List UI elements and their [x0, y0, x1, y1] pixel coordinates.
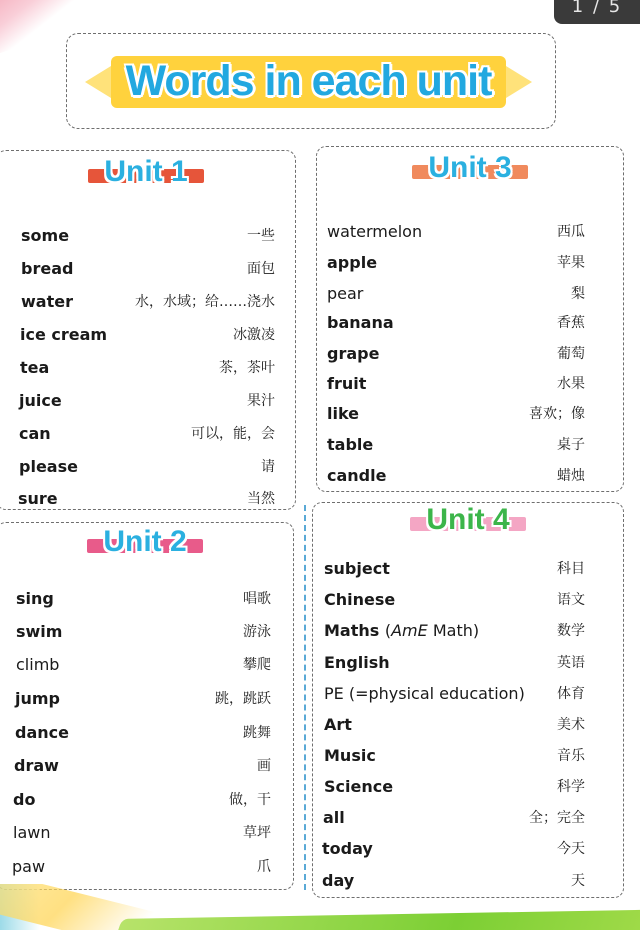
list-item: [0, 753, 293, 777]
word-zh: 西瓜: [557, 224, 585, 240]
word-en: Science: [324, 776, 394, 796]
list-item: [0, 421, 295, 445]
word-en: Music: [324, 745, 376, 765]
page-indicator: 1 / 5: [554, 0, 640, 24]
word-zh: 天: [571, 873, 585, 889]
word-zh: 科目: [557, 561, 585, 577]
note-suffix: Math): [427, 620, 480, 640]
word-zh: 苹果: [557, 255, 585, 271]
list-item: [317, 401, 623, 425]
word-en: do: [13, 789, 36, 809]
word-zh: 数学: [557, 623, 585, 639]
list-item: [0, 322, 295, 346]
list-item: [0, 652, 293, 676]
word-zh: 游泳: [243, 624, 271, 640]
list-item: [0, 289, 295, 313]
word-en: tea: [20, 357, 50, 377]
word-zh: 梨: [571, 286, 585, 302]
unit-1-label: Unit 1: [104, 155, 188, 188]
list-item: [317, 432, 623, 456]
word-en: sing: [16, 588, 54, 608]
word-en: subject: [324, 558, 390, 578]
word-en: jump: [15, 688, 60, 708]
word-zh: 跳，跳跃: [215, 691, 271, 707]
list-item: [313, 836, 623, 860]
list-item: [0, 388, 295, 412]
word-note: [385, 621, 479, 640]
word-zh: 英语: [557, 655, 585, 671]
word-en: can: [19, 423, 51, 443]
title-ribbon: [111, 56, 506, 108]
unit-3-label: Unit 3: [428, 151, 512, 184]
word-en: lawn: [13, 822, 51, 842]
unit-4-heading: [313, 505, 623, 539]
list-item: [317, 371, 623, 395]
word-en: Maths: [324, 620, 380, 640]
unit-1-heading: [0, 157, 295, 191]
word-zh: 水果: [557, 376, 585, 392]
word-zh: 爪: [257, 859, 271, 875]
word-zh: 美术: [557, 717, 585, 733]
word-zh: 今天: [557, 841, 585, 857]
word-zh: 果汁: [247, 393, 275, 409]
word-en: juice: [19, 390, 62, 410]
list-item: [317, 463, 623, 487]
word-zh: 请: [261, 459, 275, 475]
word-en: sure: [18, 488, 58, 508]
word-en: climb: [16, 654, 60, 674]
word-en: English: [324, 652, 390, 672]
unit-4-box: [312, 502, 624, 898]
list-item: [313, 712, 623, 736]
word-en: Art: [324, 714, 352, 734]
list-item: [0, 486, 295, 510]
word-zh: 蜡烛: [557, 468, 585, 484]
list-item: [0, 720, 293, 744]
word-zh: 香蕉: [557, 315, 585, 331]
word-en: Chinese: [324, 589, 396, 609]
word-zh: 做，干: [229, 792, 271, 808]
list-item: [313, 774, 623, 798]
list-item: [313, 587, 623, 611]
word-en: apple: [327, 252, 378, 272]
word-en: all: [323, 807, 345, 827]
page-title: Words in each unit: [125, 57, 492, 105]
list-item: [0, 256, 295, 280]
word-zh: 画: [257, 758, 271, 774]
list-item: [317, 250, 623, 274]
word-zh: 全；完全: [529, 810, 585, 826]
list-item: [317, 341, 623, 365]
list-item: [313, 650, 623, 674]
word-en: banana: [327, 312, 394, 332]
unit-2-label: Unit 2: [103, 525, 187, 558]
word-zh: 语文: [557, 592, 585, 608]
word-en: watermelon: [327, 221, 423, 241]
word-en: swim: [16, 621, 63, 641]
word-en-group: [324, 621, 479, 640]
list-item: [0, 619, 293, 643]
word-en: pear: [327, 283, 364, 303]
unit-4-label: Unit 4: [426, 503, 510, 536]
word-zh: 面包: [247, 261, 275, 277]
list-item: [0, 586, 293, 610]
list-item: [0, 787, 293, 811]
unit-2-heading: [0, 527, 293, 561]
unit-3-box: [316, 146, 624, 492]
word-zh: 体育: [557, 686, 585, 702]
word-zh: 冰激凌: [233, 327, 275, 343]
word-zh: 攀爬: [243, 657, 271, 673]
list-item: [0, 854, 293, 878]
word-zh: 一些: [247, 228, 275, 244]
word-en: please: [19, 456, 78, 476]
list-item: [0, 686, 293, 710]
word-en: ice cream: [20, 324, 108, 344]
note-italic: AmE: [391, 620, 428, 640]
list-item: [0, 820, 293, 844]
word-en: draw: [14, 755, 59, 775]
list-item: [317, 281, 623, 305]
list-item: [0, 355, 295, 379]
word-zh: 跳舞: [243, 725, 271, 741]
word-zh: 当然: [247, 491, 275, 507]
unit-3-heading: [317, 153, 623, 187]
word-zh: 可以，能，会: [191, 426, 275, 442]
word-zh: 茶，茶叶: [219, 360, 275, 376]
word-en: fruit: [327, 373, 367, 393]
note-prefix: (: [384, 620, 392, 640]
bottom-decoration: [0, 884, 640, 930]
word-en: paw: [12, 856, 46, 876]
list-item: [0, 454, 295, 478]
word-zh: 葡萄: [557, 346, 585, 362]
word-zh: 音乐: [557, 748, 585, 764]
list-item: [317, 310, 623, 334]
word-zh: 草坪: [243, 825, 271, 841]
word-en: today: [322, 838, 373, 858]
unit-1-box: [0, 150, 296, 510]
list-item: [317, 219, 623, 243]
list-item: [313, 743, 623, 767]
word-en: grape: [327, 343, 380, 363]
list-item: [313, 556, 623, 580]
word-en: table: [327, 434, 374, 454]
word-en: dance: [15, 722, 69, 742]
list-item: [0, 223, 295, 247]
word-zh: 唱歌: [243, 591, 271, 607]
unit-2-box: [0, 522, 294, 890]
word-en: bread: [21, 258, 74, 278]
word-zh: 水，水域；给……浇水: [135, 294, 275, 310]
list-item: [313, 618, 623, 642]
word-en: day: [322, 870, 355, 890]
title-box: [66, 33, 556, 129]
list-item: [313, 681, 623, 705]
word-en: water: [21, 291, 73, 311]
word-en: candle: [327, 465, 387, 485]
word-zh: 喜欢；像: [529, 406, 585, 422]
word-zh: 科学: [557, 779, 585, 795]
list-item: [313, 805, 623, 829]
word-en: PE (=physical education): [324, 683, 525, 703]
word-en: like: [327, 403, 360, 423]
column-divider: [304, 505, 306, 890]
word-zh: 桌子: [557, 437, 585, 453]
word-en: some: [21, 225, 70, 245]
